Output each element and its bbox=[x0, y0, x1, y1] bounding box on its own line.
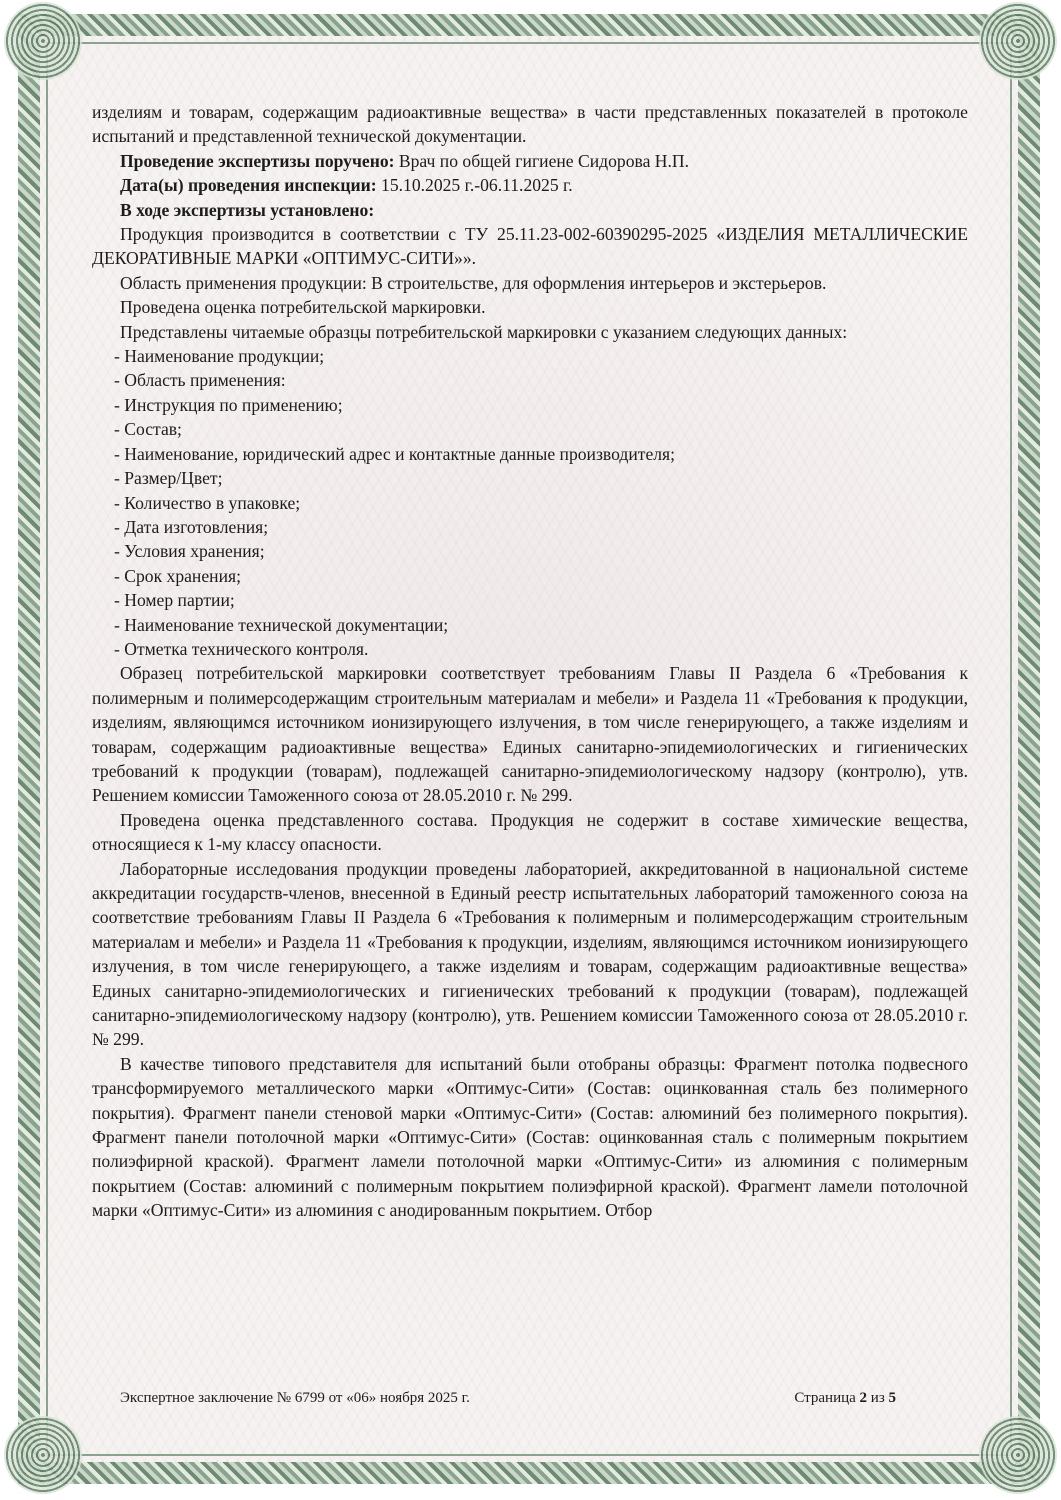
corner-rosette-ornament bbox=[4, 2, 82, 80]
expert-assigned-label: Проведение экспертизы поручено: bbox=[120, 150, 395, 171]
list-item: - Номер партии; bbox=[114, 590, 235, 611]
document-body bbox=[92, 100, 968, 1223]
paragraph-marking-samples: Представлены читаемые образцы потребительской маркировки с указанием следующих данных: bbox=[120, 321, 848, 342]
findings-heading bbox=[92, 198, 968, 222]
list-item: - Инструкция по применению; bbox=[114, 394, 343, 415]
list-item: - Отметка технического контроля. bbox=[114, 638, 369, 659]
paragraph-lab-research: Лабораторные исследования продукции проведены лабораторией, аккредитованной в национальной системе аккредитации государств-членов, внесенной в Единый реестр испытательных лабораторий таможенного союза на соответствие требованиям Главы II Раздела 6 «Требования к полимерным и полимерсодержащим строительным материалам и мебели» и Раздела 11 «Требования к продукции, изделиям, являющимся источником ионизирующего излучения, в том числе генерирующего, а также изделиям и товарам, содержащим радиоактивные вещества» Единых санитарно-эпидемиологических и гигиенических требований к продукции (товарам), подлежащей санитарно-эпидемиологическому надзору (контролю), утв. Решением комиссии Таможенного союза от 28.05.2010 г. № 299. bbox=[92, 858, 968, 1050]
list-item: - Наименование технической документации; bbox=[114, 614, 449, 635]
list-item: - Срок хранения; bbox=[114, 565, 241, 586]
corner-rosette-ornament bbox=[979, 2, 1057, 80]
list-item: - Размер/Цвет; bbox=[114, 468, 223, 489]
list-item: - Наименование, юридический адрес и контактные данные производителя; bbox=[114, 443, 676, 464]
paragraph-marking-assessment: Проведена оценка потребительской маркировки. bbox=[120, 297, 486, 318]
footer-conclusion-reference: Экспертное заключение № 6799 от «06» ноября 2025 г. bbox=[120, 1390, 470, 1406]
findings-heading-label: В ходе экспертизы установлено: bbox=[120, 199, 375, 220]
expert-assigned-value: Врач по общей гигиене Сидорова Н.П. bbox=[394, 150, 689, 171]
marking-list bbox=[92, 344, 968, 661]
paragraph-tech-conditions: Продукция производится в соответствии с ТУ 25.11.23-002-60390295-2025 «ИЗДЕЛИЯ МЕТАЛЛИЧЕСКИЕ ДЕКОРАТИВНЫЕ МАРКИ «ОПТИМУС-СИТИ»». bbox=[92, 224, 968, 269]
page-separator: из bbox=[867, 1390, 889, 1406]
paragraph-marking-compliance: Образец потребительской маркировки соответствует требованиям Главы II Раздела 6 «Требования к полимерным и полимерсодержащим строительным материалам и мебели» и Раздела 11 «Требования к продукции, изделиям, являющимся источником ионизирующего излучения, в том числе генерирующего, а также изделиям и товарам, содержащим радиоактивные вещества» Единых санитарно-эпидемиологических и гигиенических требований к продукции (товарам), подлежащей санитарно-эпидемиологическому надзору (контролю), утв. Решением комиссии Таможенного союза от 28.05.2010 г. № 299. bbox=[92, 663, 968, 806]
paragraph-application-area: Область применения продукции: В строительстве, для оформления интерьеров и экстерьеров. bbox=[120, 272, 827, 293]
page-prefix: Страница bbox=[794, 1390, 860, 1406]
inspection-dates-value: 15.10.2025 г.-06.11.2025 г. bbox=[376, 175, 573, 196]
corner-rosette-ornament bbox=[4, 1416, 82, 1494]
list-item: - Дата изготовления; bbox=[114, 516, 269, 537]
list-item: - Количество в упаковке; bbox=[114, 492, 301, 513]
paragraph-test-samples: В качестве типового представителя для испытаний были отобраны образцы: Фрагмент потолка подвесного трансформируемого металлического марки «Оптимус-Сити» (Состав: оцинкованная сталь без полимерного покрытия). Фрагмент панели стеновой марки «Оптимус-Сити» (Состав: алюминий без полимерного покрытия). Фрагмент панели потолочной марки «Оптимус-Сити» (Состав: оцинкованная сталь с полимерным покрытием полиэфирной краской). Фрагмент ламели потолочной марки «Оптимус-Сити» из алюминия с полимерным покрытием (Состав: алюминий с полимерным покрытием полиэфирной краской). Фрагмент ламели потолочной марки «Оптимус-Сити» из алюминия с анодированным покрытием. Отбор bbox=[92, 1053, 968, 1221]
list-item: - Область применения: bbox=[114, 370, 286, 391]
paragraph-continuation: изделиям и товарам, содержащим радиоактивные вещества» в части представленных показателей в протоколе испытаний и представленной технической документации. bbox=[92, 102, 968, 147]
page-number bbox=[794, 1388, 896, 1408]
corner-rosette-ornament bbox=[979, 1416, 1057, 1494]
list-item: - Состав; bbox=[114, 419, 182, 440]
page-current: 2 bbox=[859, 1390, 868, 1406]
inspection-dates-line bbox=[92, 173, 968, 197]
list-item: - Наименование продукции; bbox=[114, 346, 325, 367]
list-item: - Условия хранения; bbox=[114, 541, 265, 562]
inspection-dates-label: Дата(ы) проведения инспекции: bbox=[120, 175, 377, 196]
page-total: 5 bbox=[888, 1390, 896, 1406]
expert-assigned-line bbox=[92, 149, 968, 173]
paragraph-composition-assessment: Проведена оценка представленного состава. Продукция не содержит в составе химические вещества, относящиеся к 1-му классу опасности. bbox=[92, 809, 968, 855]
